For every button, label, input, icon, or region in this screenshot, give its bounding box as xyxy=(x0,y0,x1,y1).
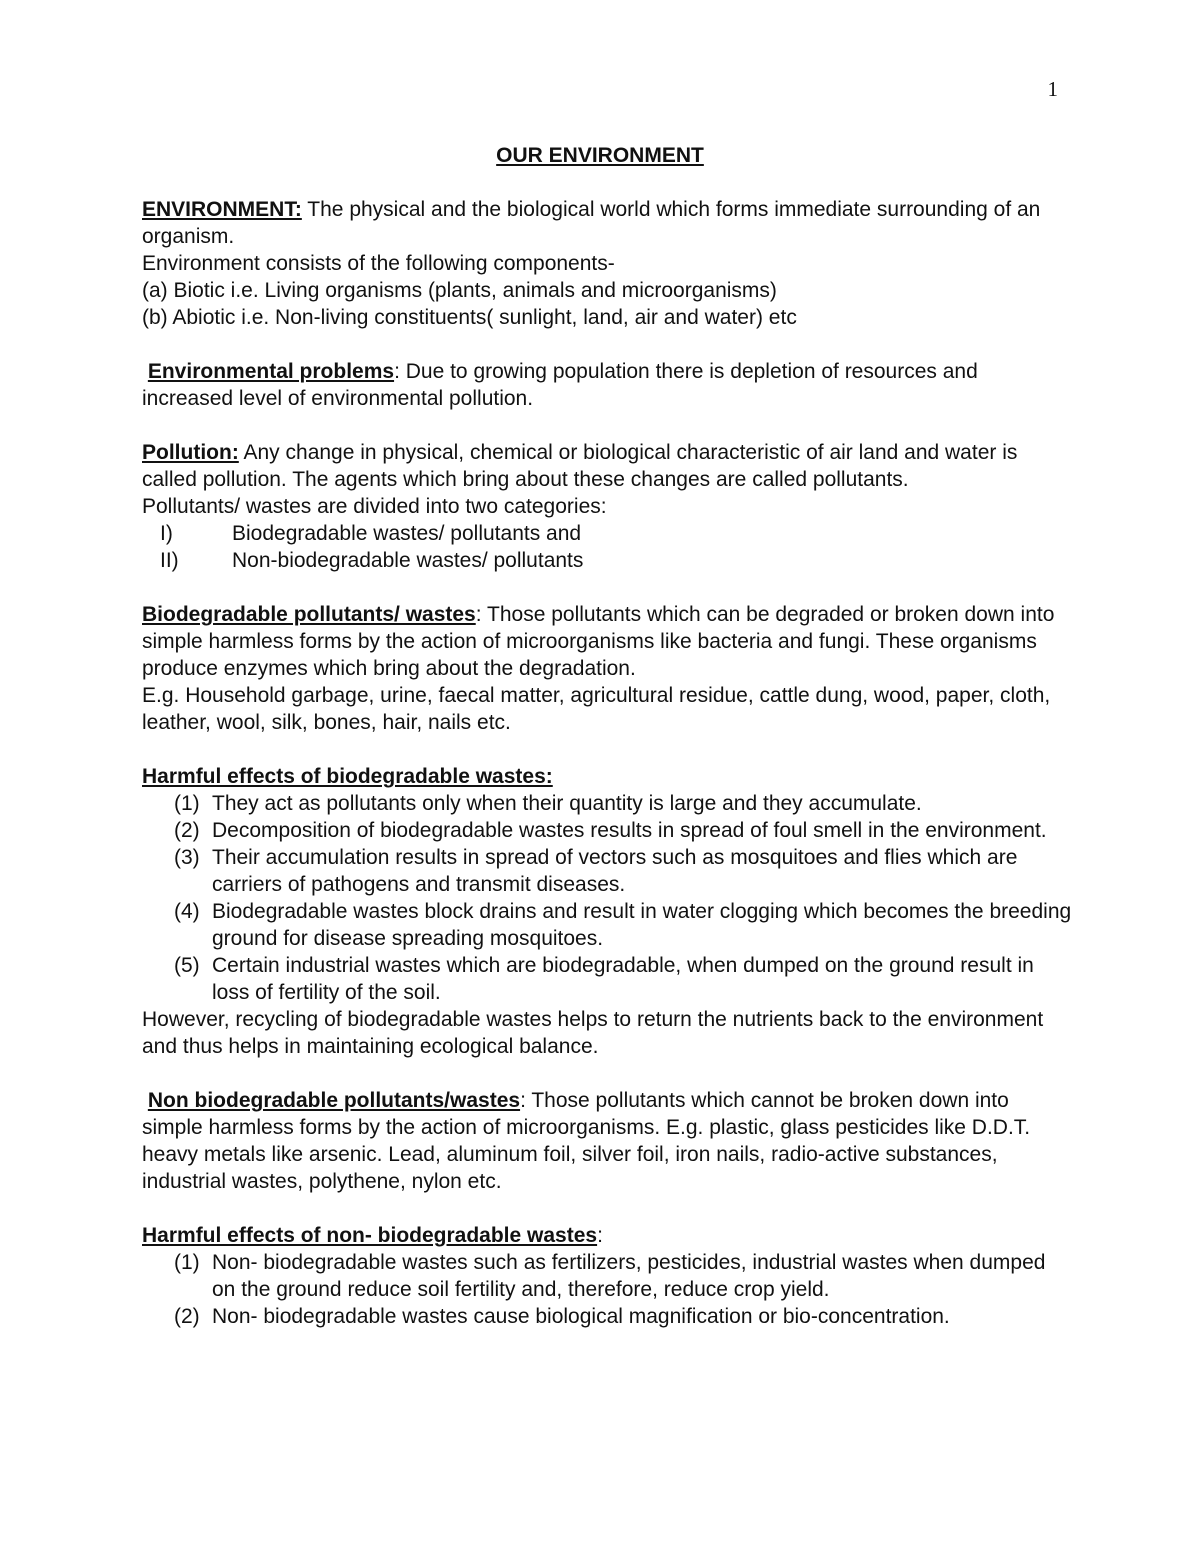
list-item xyxy=(174,790,1072,817)
page-number: 1 xyxy=(1047,77,1058,101)
list-item-text: Non- biodegradable wastes such as fertilizers, pesticides, industrial wastes when dumped on the ground reduce soil fertility and, therefore, reduce crop yield. xyxy=(212,1251,1046,1301)
component-abiotic: (b) Abiotic i.e. Non-living constituents( sunlight, land, air and water) etc xyxy=(142,306,797,329)
list-item-number: (2) xyxy=(174,1305,200,1328)
categories-intro: Pollutants/ wastes are divided into two categories: xyxy=(142,495,607,518)
list-item xyxy=(174,952,1072,1006)
nonbio-effects-heading-suffix: : xyxy=(597,1224,603,1247)
biodegradable-paragraph xyxy=(142,601,1072,682)
nonbio-effects-heading-line xyxy=(142,1222,1072,1249)
list-item-text: Certain industrial wastes which are biodegradable, when dumped on the ground result in loss of fertility of the soil. xyxy=(212,954,1034,1004)
category-item xyxy=(142,520,1072,547)
bio-effects-heading: Harmful effects of biodegradable wastes: xyxy=(142,765,553,788)
non-biodegradable-heading: Non biodegradable pollutants/wastes xyxy=(147,1089,521,1112)
bio-effects-conclusion: However, recycling of biodegradable wastes helps to return the nutrients back to the environment and thus helps in maintaining ecological balance. xyxy=(142,1008,1044,1058)
category-text: Non-biodegradable wastes/ pollutants xyxy=(232,549,584,572)
components-intro: Environment consists of the following components- xyxy=(142,252,615,275)
list-item-text: Their accumulation results in spread of vectors such as mosquitoes and flies which are carriers of pathogens and transmit diseases. xyxy=(212,846,1018,896)
list-item-number: (1) xyxy=(174,792,200,815)
biodegradable-text: : Those pollutants which can be degraded or broken down into simple harmless forms by the action of microorganisms like bacteria and fungi. These organisms produce enzymes which bring about the degradation. xyxy=(142,603,1055,680)
list-item xyxy=(174,1249,1072,1303)
nonbio-effects-list xyxy=(142,1249,1072,1330)
list-item-number: (2) xyxy=(174,819,200,842)
environment-definition-text: The physical and the biological world which forms immediate surrounding of an organism. xyxy=(142,198,1041,248)
pollution-text: Any change in physical, chemical or biological characteristic of air land and water is called pollution. The agents which bring about these changes are called pollutants. xyxy=(142,441,1018,491)
category-text: Biodegradable wastes/ pollutants and xyxy=(232,522,582,545)
list-item xyxy=(174,1303,1072,1330)
non-biodegradable-paragraph xyxy=(142,1087,1072,1195)
pollution-paragraph xyxy=(142,439,1072,493)
pollution-heading: Pollution: xyxy=(142,441,239,464)
bio-effects-list xyxy=(142,790,1072,1006)
list-item-number: (5) xyxy=(174,954,200,977)
environment-definition xyxy=(142,196,1072,250)
list-item-number: (4) xyxy=(174,900,200,923)
category-number: I) xyxy=(160,522,173,545)
env-problems-text: : Due to growing population there is depletion of resources and increased level of environmental pollution. xyxy=(142,360,978,410)
category-number: II) xyxy=(160,549,179,572)
list-item-text: Decomposition of biodegradable wastes results in spread of foul smell in the environment. xyxy=(212,819,1047,842)
list-item-number: (1) xyxy=(174,1251,200,1274)
list-item-text: They act as pollutants only when their quantity is large and they accumulate. xyxy=(212,792,922,815)
non-biodegradable-text: : Those pollutants which cannot be broken down into simple harmless forms by the action of microorganisms. E.g. plastic, glass pesticides like D.D.T. heavy metals like arsenic. Lead, aluminum foil, silver foil, iron nails, radio-active substances, industrial wastes, polythene, nylon etc. xyxy=(142,1089,1031,1193)
list-item-number: (3) xyxy=(174,846,200,869)
document-title: OUR ENVIRONMENT xyxy=(496,144,704,167)
document-content xyxy=(142,142,1072,1330)
nonbio-effects-heading: Harmful effects of non- biodegradable wastes xyxy=(142,1224,598,1247)
biodegradable-heading: Biodegradable pollutants/ wastes xyxy=(142,603,476,626)
list-item-text: Biodegradable wastes block drains and result in water clogging which becomes the breeding ground for disease spreading mosquitoes. xyxy=(212,900,1072,950)
list-item-text: Non- biodegradable wastes cause biological magnification or bio-concentration. xyxy=(212,1305,950,1328)
list-item xyxy=(174,844,1072,898)
env-problems-paragraph xyxy=(142,358,1072,412)
category-item xyxy=(142,547,1072,574)
env-problems-heading: Environmental problems xyxy=(147,360,395,383)
environment-heading: ENVIRONMENT: xyxy=(142,198,302,221)
component-biotic: (a) Biotic i.e. Living organisms (plants, animals and microorganisms) xyxy=(142,279,777,302)
biodegradable-examples: E.g. Household garbage, urine, faecal matter, agricultural residue, cattle dung, wood, paper, cloth, leather, wool, silk, bones, hair, nails etc. xyxy=(142,684,1051,734)
list-item xyxy=(174,898,1072,952)
list-item xyxy=(174,817,1072,844)
